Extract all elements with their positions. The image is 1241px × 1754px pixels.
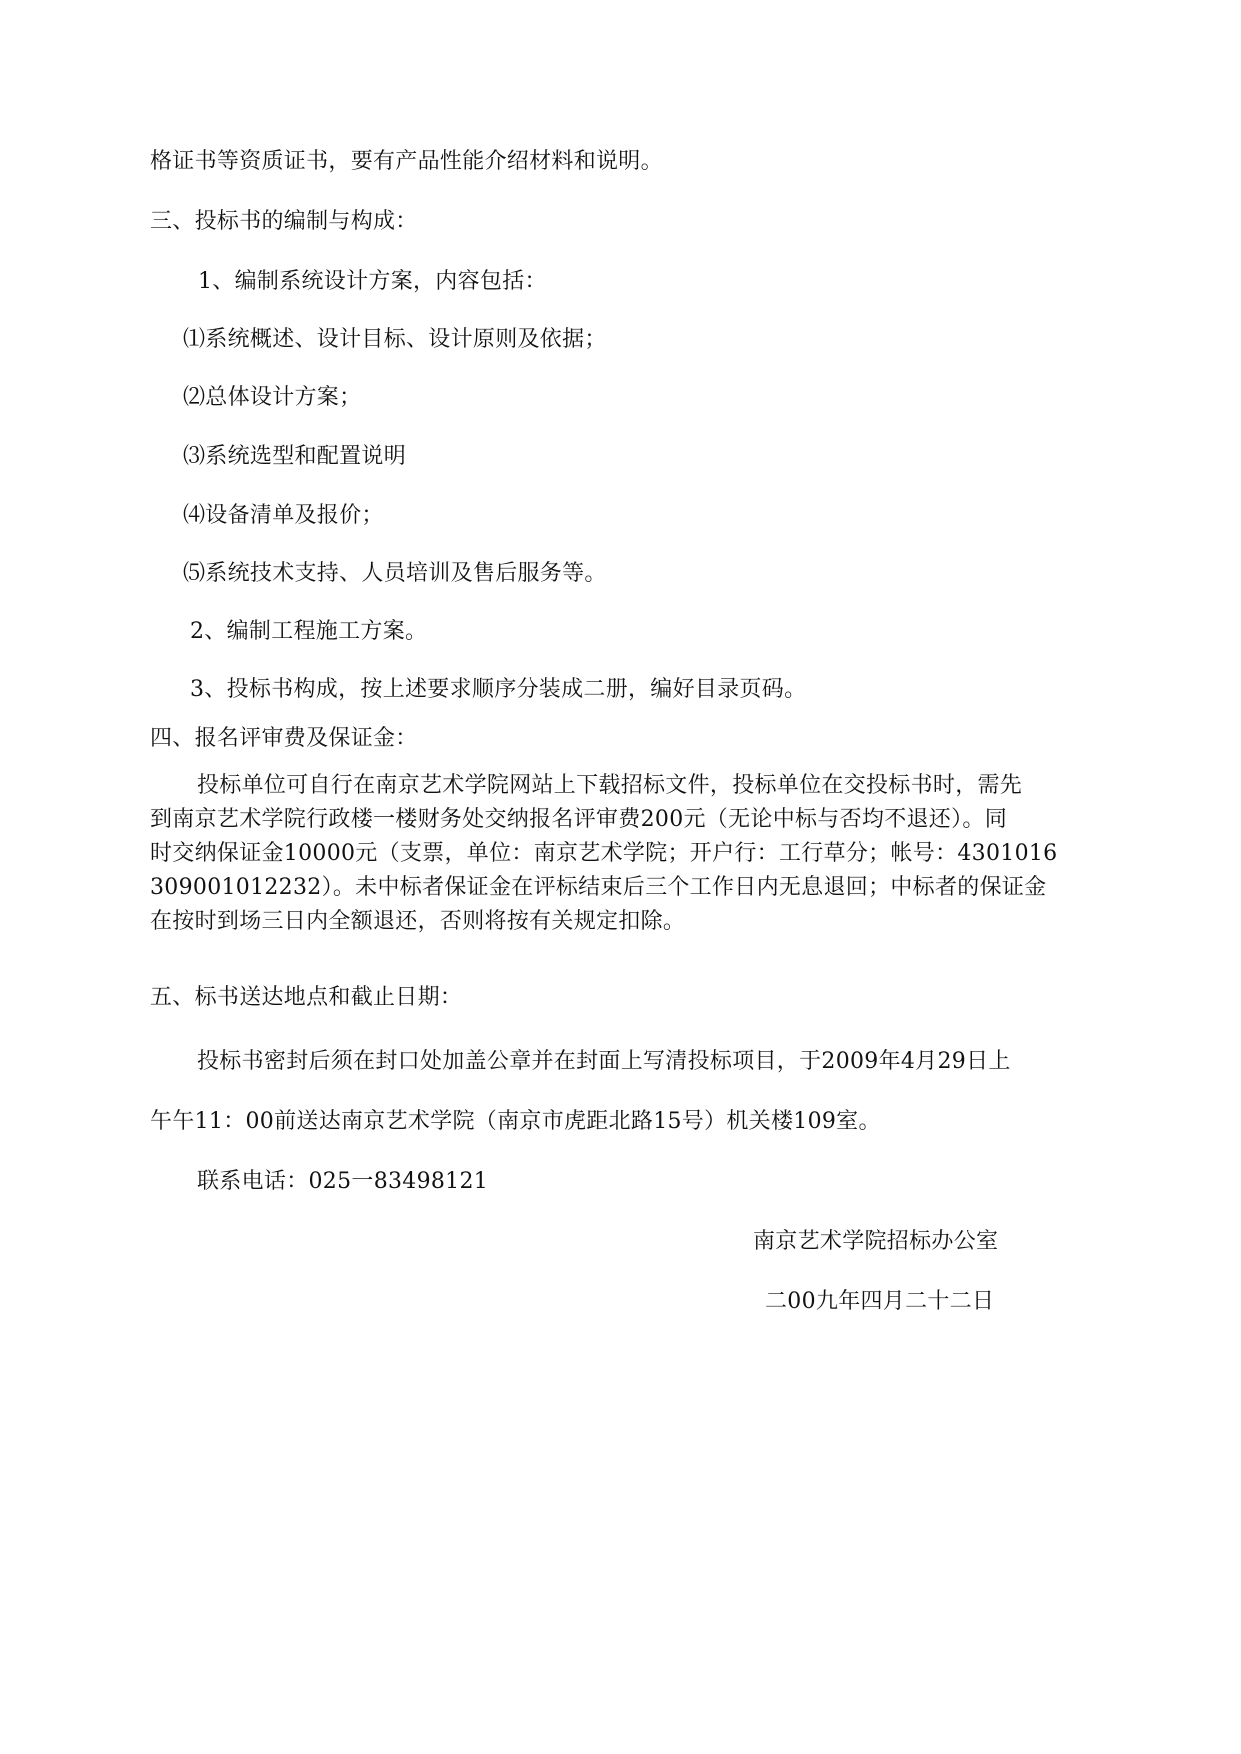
sub-item-4: ⑷设备清单及报价； [183, 503, 384, 528]
sub-item-2: ⑵总体设计方案； [183, 385, 362, 410]
sub-item-1: ⑴系统概述、设计目标、设计原则及依据； [183, 327, 607, 352]
section-5-line-1: 投标书密封后须在封口处加盖公章并在封面上写清投标项目，于2009年4月29日上 [197, 1049, 1011, 1074]
section-4-paragraph [150, 769, 1125, 939]
paragraph-line: 在按时到场三日内全额退还，否则将按有关规定扣除。 [150, 909, 686, 934]
paragraph-continuation: 格证书等资质证书，要有产品性能介绍材料和说明。 [150, 149, 663, 174]
section-5-line-2: 午午11：00前送达南京艺术学院（南京市虎距北路15号）机关楼109室。 [150, 1109, 881, 1134]
paragraph-line: 到南京艺术学院行政楼一楼财务处交纳报名评审费200元（无论中标与否均不退还）。同 [150, 807, 1007, 832]
signature-date: 二00九年四月二十二日 [765, 1289, 995, 1314]
paragraph-line: 309001012232）。未中标者保证金在评标结束后三个工作日内无息退回；中标者的保证金 [150, 875, 1047, 900]
section-3-heading: 三、投标书的编制与构成： [150, 209, 418, 234]
signature-organization: 南京艺术学院招标办公室 [753, 1229, 999, 1254]
section-5-heading: 五、标书送达地点和截止日期： [150, 985, 463, 1010]
list-item-3: 3、投标书构成，按上述要求顺序分装成二册，编好目录页码。 [190, 677, 807, 702]
section-4-heading: 四、报名评审费及保证金： [150, 726, 418, 751]
paragraph-line: 投标单位可自行在南京艺术学院网站上下载招标文件，投标单位在交投标书时，需先 [197, 773, 1023, 798]
sub-item-5: ⑸系统技术支持、人员培训及售后服务等。 [183, 561, 607, 586]
paragraph-line: 时交纳保证金10000元（支票，单位：南京艺术学院；开户行：工行草分；帐号：4301016 [150, 841, 1058, 866]
list-item-2: 2、编制工程施工方案。 [190, 619, 428, 644]
list-item-1: 1、编制系统设计方案，内容包括： [198, 269, 547, 294]
sub-item-3: ⑶系统选型和配置说明 [183, 444, 407, 469]
contact-phone: 联系电话：025一83498121 [197, 1169, 489, 1194]
